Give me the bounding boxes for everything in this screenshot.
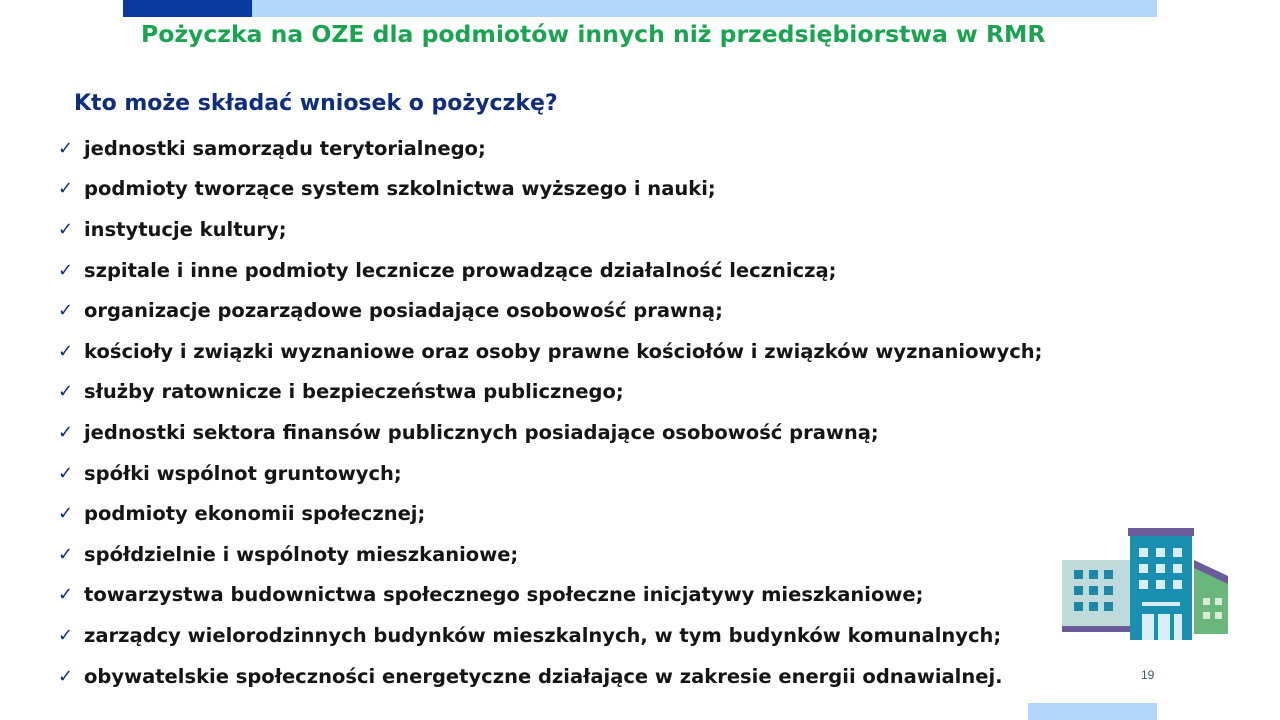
list-item-text: spółki wspólnot gruntowych; xyxy=(84,461,402,485)
list-item xyxy=(58,493,1042,534)
checkmark-icon: ✓ xyxy=(58,462,74,484)
checkmark-icon: ✓ xyxy=(58,259,74,281)
list-item-text: kościoły i związki wyznaniowe oraz osoby prawne kościołów i związków wyznaniowych; xyxy=(84,339,1043,363)
list-item-text: podmioty ekonomii społecznej; xyxy=(84,502,426,526)
list-item-text: służby ratownicze i bezpieczeństwa publicznego; xyxy=(84,380,624,404)
header-bar-light xyxy=(252,0,1157,17)
list-item xyxy=(58,169,1042,210)
checkmark-icon: ✓ xyxy=(58,300,74,322)
list-item xyxy=(58,656,1042,697)
header-bar-dark xyxy=(123,0,252,17)
checkmark-icon: ✓ xyxy=(58,624,74,646)
checkmark-icon: ✓ xyxy=(58,381,74,403)
list-item xyxy=(58,290,1042,331)
list-item-text: jednostki samorządu terytorialnego; xyxy=(84,136,486,160)
list-item xyxy=(58,331,1042,372)
buildings-icon xyxy=(1060,526,1230,641)
checkmark-icon: ✓ xyxy=(58,340,74,362)
eligibility-list xyxy=(58,128,1042,696)
list-item xyxy=(58,615,1042,656)
list-item xyxy=(58,534,1042,575)
list-item-text: jednostki sektora finansów publicznych posiadające osobowość prawną; xyxy=(84,420,879,444)
list-item xyxy=(58,453,1042,494)
list-item-text: spółdzielnie i wspólnoty mieszkaniowe; xyxy=(84,542,519,566)
list-item-text: towarzystwa budownictwa społecznego społeczne inicjatywy mieszkaniowe; xyxy=(84,583,924,607)
checkmark-icon: ✓ xyxy=(58,178,74,200)
checkmark-icon: ✓ xyxy=(58,503,74,525)
list-item-text: zarządcy wielorodzinnych budynków mieszkalnych, w tym budynków komunalnych; xyxy=(84,623,1002,647)
list-item-text: instytucje kultury; xyxy=(84,217,287,241)
slide-title: Pożyczka na OZE dla podmiotów innych niż przedsiębiorstwa w RMR xyxy=(141,20,1046,48)
checkmark-icon: ✓ xyxy=(58,137,74,159)
checkmark-icon: ✓ xyxy=(58,584,74,606)
page-number: 19 xyxy=(1141,668,1155,682)
list-item xyxy=(58,575,1042,616)
list-item xyxy=(58,250,1042,291)
list-item-text: organizacje pozarządowe posiadające osobowość prawną; xyxy=(84,299,723,323)
list-item-text: obywatelskie społeczności energetyczne działające w zakresie energii odnawialnej. xyxy=(84,664,1003,688)
list-item xyxy=(58,209,1042,250)
footer-bar xyxy=(1028,703,1157,720)
list-item xyxy=(58,128,1042,169)
checkmark-icon: ✓ xyxy=(58,543,74,565)
list-item-text: szpitale i inne podmioty lecznicze prowadzące działalność leczniczą; xyxy=(84,258,837,282)
checkmark-icon: ✓ xyxy=(58,421,74,443)
list-item xyxy=(58,412,1042,453)
section-heading: Kto może składać wniosek o pożyczkę? xyxy=(74,91,558,116)
checkmark-icon: ✓ xyxy=(58,665,74,687)
list-item xyxy=(58,372,1042,413)
checkmark-icon: ✓ xyxy=(58,218,74,240)
list-item-text: podmioty tworzące system szkolnictwa wyższego i nauki; xyxy=(84,177,716,201)
